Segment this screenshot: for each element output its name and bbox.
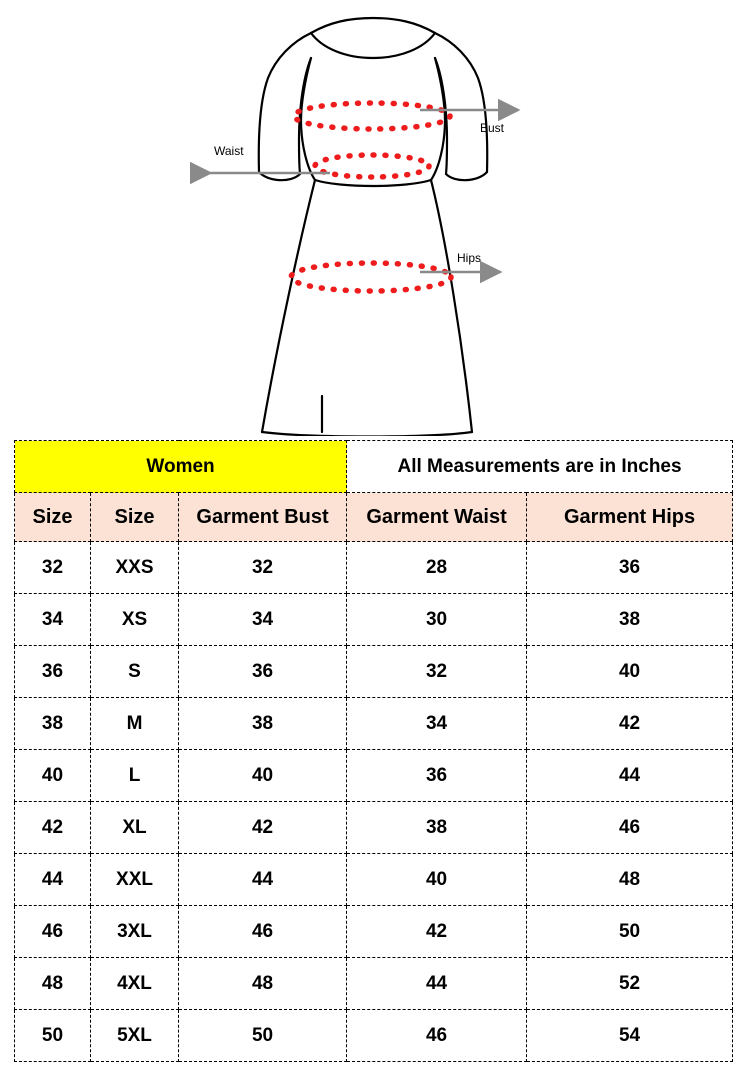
table-cell: 50 — [179, 1010, 347, 1062]
table-row — [15, 958, 733, 1010]
table-header-row — [15, 493, 733, 542]
table-cell: 34 — [15, 594, 91, 646]
table-title-row — [15, 441, 733, 493]
table-cell: 50 — [15, 1010, 91, 1062]
table-cell: 38 — [179, 698, 347, 750]
table-cell: XXS — [91, 542, 179, 594]
table-cell: 42 — [347, 906, 527, 958]
table-cell: 3XL — [91, 906, 179, 958]
title-measurements: All Measurements are in Inches — [347, 441, 733, 493]
hips-label: Hips — [457, 251, 482, 265]
table-cell: 38 — [347, 802, 527, 854]
table-cell: 44 — [15, 854, 91, 906]
table-cell: S — [91, 646, 179, 698]
table-cell: 40 — [347, 854, 527, 906]
table-cell: 40 — [15, 750, 91, 802]
waist-label: Waist — [214, 144, 244, 158]
table-cell: 48 — [527, 854, 733, 906]
table-cell: 40 — [179, 750, 347, 802]
table-cell: 46 — [527, 802, 733, 854]
table-cell: 36 — [527, 542, 733, 594]
table-row — [15, 1010, 733, 1062]
table-cell: 38 — [15, 698, 91, 750]
table-cell: 42 — [15, 802, 91, 854]
table-cell: 48 — [15, 958, 91, 1010]
hips-measure-ellipse — [291, 263, 451, 291]
size-chart-container — [14, 440, 732, 1062]
header-cell-garment-waist: Garment Waist — [347, 493, 527, 542]
table-cell: 42 — [179, 802, 347, 854]
table-cell: M — [91, 698, 179, 750]
header-cell-size-alpha: Size — [91, 493, 179, 542]
size-chart-table — [14, 440, 733, 1062]
table-row — [15, 802, 733, 854]
table-cell: 36 — [179, 646, 347, 698]
waist-measure-ellipse — [315, 155, 429, 177]
table-cell: 32 — [15, 542, 91, 594]
table-row — [15, 646, 733, 698]
table-cell: 42 — [527, 698, 733, 750]
table-row — [15, 906, 733, 958]
table-row — [15, 594, 733, 646]
table-cell: 32 — [179, 542, 347, 594]
table-cell: 28 — [347, 542, 527, 594]
table-cell: 46 — [179, 906, 347, 958]
table-row — [15, 854, 733, 906]
bust-label: Bust — [480, 121, 505, 135]
title-women: Women — [15, 441, 347, 493]
table-cell: 34 — [347, 698, 527, 750]
table-cell: 44 — [347, 958, 527, 1010]
table-cell: 32 — [347, 646, 527, 698]
dress-figure-svg — [0, 0, 746, 436]
dress-measurement-illustration — [0, 0, 746, 436]
table-cell: 46 — [347, 1010, 527, 1062]
table-cell: 30 — [347, 594, 527, 646]
table-cell: 36 — [347, 750, 527, 802]
table-cell: XS — [91, 594, 179, 646]
table-cell: XXL — [91, 854, 179, 906]
table-cell: 4XL — [91, 958, 179, 1010]
table-cell: XL — [91, 802, 179, 854]
table-cell: 48 — [179, 958, 347, 1010]
header-cell-size-numeric: Size — [15, 493, 91, 542]
table-row — [15, 698, 733, 750]
table-cell: 38 — [527, 594, 733, 646]
table-cell: 36 — [15, 646, 91, 698]
table-cell: 5XL — [91, 1010, 179, 1062]
table-cell: 50 — [527, 906, 733, 958]
table-cell: 46 — [15, 906, 91, 958]
table-cell: 54 — [527, 1010, 733, 1062]
header-cell-garment-hips: Garment Hips — [527, 493, 733, 542]
table-row — [15, 542, 733, 594]
table-row — [15, 750, 733, 802]
table-cell: 40 — [527, 646, 733, 698]
bust-measure-ellipse — [294, 103, 450, 129]
table-cell: 44 — [527, 750, 733, 802]
table-cell: 52 — [527, 958, 733, 1010]
dress-outline — [259, 18, 487, 436]
table-cell: L — [91, 750, 179, 802]
table-cell: 34 — [179, 594, 347, 646]
table-cell: 44 — [179, 854, 347, 906]
header-cell-garment-bust: Garment Bust — [179, 493, 347, 542]
